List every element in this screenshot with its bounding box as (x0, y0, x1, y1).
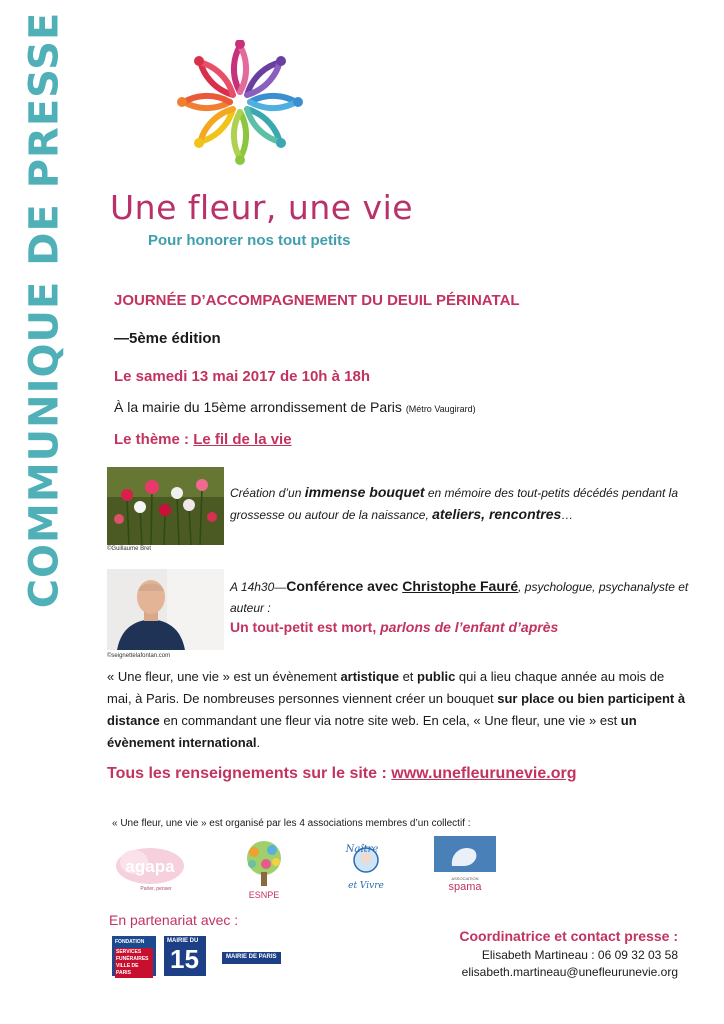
para-text-4: en commandant une fleur via notre site web. En cela, « Une fleur, une vie » est (159, 713, 621, 728)
conference-title-part-1: Un tout-petit est mort, (230, 619, 381, 635)
info-label: Tous les renseignements sur le site : (107, 765, 392, 782)
fondation-logo (112, 936, 156, 990)
esnpe-tree-icon (236, 838, 292, 902)
activities-highlight-2: ateliers, rencontres (432, 506, 562, 522)
event-venue (114, 399, 476, 415)
contact-email[interactable]: elisabeth.martineau@unefleurunevie.org (461, 965, 678, 979)
contact-name-phone: Elisabeth Martineau : 06 09 32 03 58 (481, 948, 678, 962)
metro-text: (Métro Vaugirard) (405, 404, 476, 414)
esnpe-logo (236, 838, 292, 902)
para-text-3: qui a lieu chaque année au mois de mai, à Paris. De nombreuses personnes viennent créer un bouquet (107, 669, 665, 706)
fondation-line-2-text: SERVICES FUNÉRAIRES (116, 949, 149, 962)
para-bold-2: public (417, 669, 456, 684)
para-bold-1: artistique (340, 669, 399, 684)
conference-label: Conférence avec (286, 578, 403, 594)
press-release-vertical-title (14, 11, 74, 609)
mairie-15-logo (164, 936, 206, 976)
website-link[interactable]: www.unefleurunevie.org (391, 765, 577, 782)
agapa-logo (112, 842, 190, 894)
event-theme (114, 431, 292, 448)
fondation-line-3-text: VILLE DE PARIS (116, 963, 139, 976)
spama-logo (434, 836, 496, 896)
flower-logo-icon (170, 40, 310, 170)
flowers-image (107, 467, 224, 545)
flower-logo (170, 40, 310, 170)
spama-icon (434, 836, 496, 896)
conference-time: A 14h30— (230, 580, 287, 594)
photo-credit-speaker: ©seignettelafontan.com (107, 653, 171, 659)
brand-tagline: Pour honorer nos tout petits (148, 232, 351, 249)
conference-description (230, 576, 700, 619)
activities-text-3: … (561, 508, 574, 522)
mairie-de-paris-logo: MAIRIE DE PARIS (222, 952, 281, 964)
organised-by-text: « Une fleur, une vie » est organisé par les 4 associations membres d’un collectif : (112, 818, 471, 829)
speaker-role: , psychologue, psychanalyste et auteur : (230, 580, 689, 615)
agapa-name: agapa (125, 857, 175, 876)
conference-title-part-2: parlons de l’enfant d’après (380, 619, 559, 635)
fondation-line-2 (115, 948, 153, 978)
speaker-photo (107, 569, 224, 650)
activities-description (230, 482, 700, 526)
event-edition: —5ème édition (114, 330, 221, 347)
speaker-name: Christophe Fauré (402, 578, 519, 594)
spama-sub: ASSOCIATION (451, 876, 479, 881)
flowers-photo (107, 467, 224, 545)
event-date: Le samedi 13 mai 2017 de 10h à 18h (114, 368, 370, 385)
photo-credit-flowers: ©Guillaume Bret (107, 546, 152, 552)
speaker-image (107, 569, 224, 650)
naitre-line-1: Naître (345, 844, 379, 855)
agapa-sub: Parler, penser (140, 886, 172, 892)
contact-title: Coordinatrice et contact presse : (459, 928, 678, 944)
para-bold-4: un évènement international (107, 713, 637, 750)
fondation-line-4: sous l'égide de la FONDATION DE FRANCE (115, 979, 151, 990)
naitre-et-vivre-logo (336, 838, 394, 896)
partnership-label: En partenariat avec : (109, 912, 239, 928)
theme-link[interactable]: Le fil de la vie (193, 431, 292, 448)
activities-highlight-1: immense bouquet (304, 484, 425, 500)
para-bold-3: sur place ou bien participent à distance (107, 691, 686, 728)
mairie-15-label: MAIRIE DU (167, 938, 199, 944)
event-paragraph (107, 666, 687, 754)
spama-name: spama (448, 881, 482, 893)
para-text-1: « Une fleur, une vie » est un évènement (107, 669, 341, 684)
activities-text-2: en mémoire des tout-petits décédés pendant la grossesse ou autour de la naissance, (230, 486, 679, 522)
para-text-2: et (398, 669, 418, 684)
esnpe-name: ESNPE (248, 890, 280, 900)
mairie-15-number: 15 (170, 944, 199, 974)
naitre-et-vivre-icon (336, 838, 394, 896)
para-text-5: . (256, 735, 261, 750)
brand-name: Une fleur, une vie (110, 188, 414, 227)
press-contact (459, 928, 678, 981)
naitre-line-2: et Vivre (348, 881, 384, 891)
conference-title (230, 619, 558, 635)
info-line (107, 765, 576, 783)
press-release-label: COMMUNIQUE DE PRESSE (21, 11, 67, 609)
agapa-logo-icon (112, 842, 190, 894)
partner-logos (112, 936, 281, 990)
venue-text: À la mairie du 15ème arrondissement de Paris (114, 399, 402, 415)
fondation-line-1: FONDATION (115, 939, 145, 945)
theme-label: Le thème : (114, 431, 190, 448)
event-title: JOURNÉE D’ACCOMPAGNEMENT DU DEUIL PÉRINATAL (114, 292, 520, 309)
activities-text-1: Création d’un (230, 486, 305, 500)
